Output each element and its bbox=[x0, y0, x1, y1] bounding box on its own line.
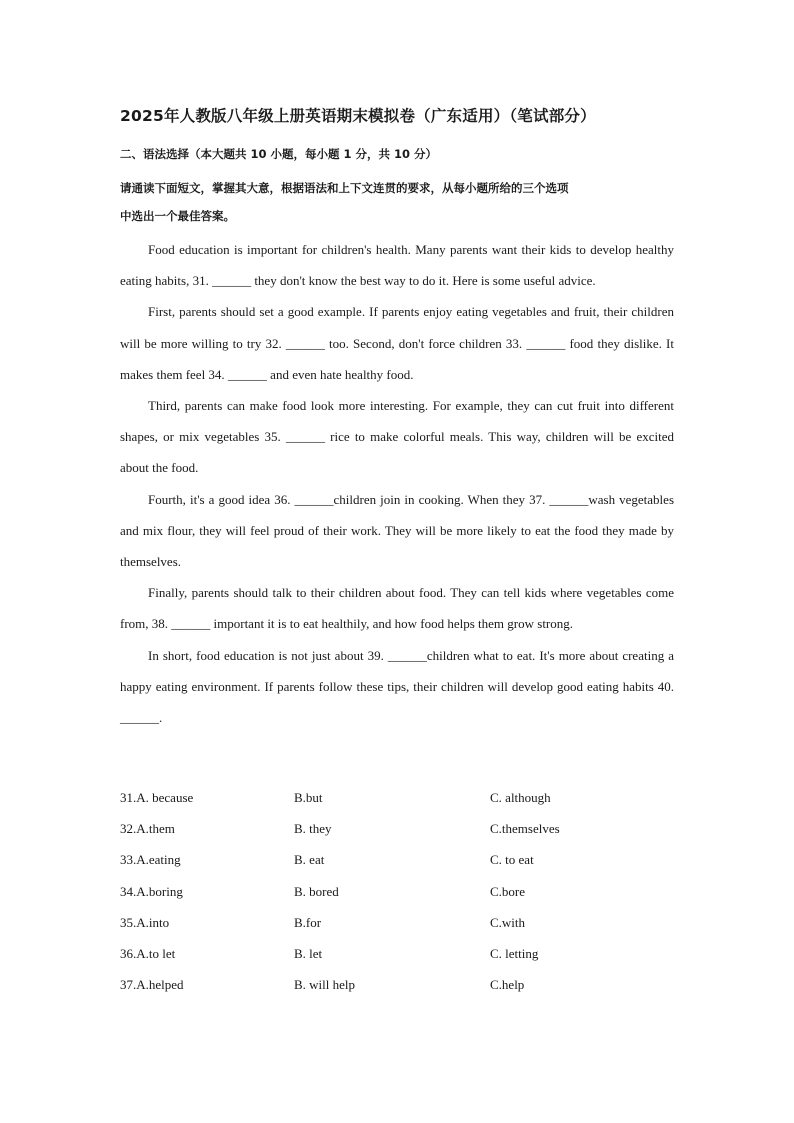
option-b: B. eat bbox=[294, 852, 325, 868]
option-row bbox=[120, 942, 680, 973]
option-row bbox=[120, 848, 680, 879]
option-a: 34.A.boring bbox=[120, 883, 183, 899]
section-heading: 二、语法选择（本大题共 10 小题，每小题 1 分，共 10 分） bbox=[120, 147, 438, 161]
answer-options bbox=[120, 786, 680, 1004]
option-row bbox=[120, 880, 680, 911]
passage-paragraph: In short, food education is not just about 39. ______children what to eat. It's more about creating a happy eating environment. If parents follow these tips, their children will develop good eating habits 40. ______. bbox=[120, 647, 674, 726]
option-c: C.themselves bbox=[490, 821, 560, 837]
option-c: C.bore bbox=[490, 883, 526, 899]
option-a: 37.A.helped bbox=[120, 977, 184, 993]
option-c: C. letting bbox=[490, 945, 539, 961]
option-c: C.help bbox=[490, 977, 525, 993]
option-c: C.with bbox=[490, 914, 526, 930]
option-a: 33.A.eating bbox=[120, 852, 181, 868]
option-a: 36.A.to let bbox=[120, 945, 176, 961]
option-a: 32.A.them bbox=[120, 821, 175, 837]
option-row bbox=[120, 786, 680, 817]
option-b: B.but bbox=[294, 790, 323, 805]
option-c: C. although bbox=[490, 790, 551, 805]
option-b: B. bored bbox=[294, 883, 339, 899]
passage-paragraph: Third, parents can make food look more interesting. For example, they can cut fruit into different shapes, or mix vegetables 35. ______ rice to make colorful meals. This way, children will be excited about the food. bbox=[120, 398, 674, 476]
option-c: C. to eat bbox=[490, 852, 534, 868]
option-row bbox=[120, 817, 680, 848]
option-b: B. will help bbox=[294, 977, 356, 993]
passage-paragraph: Fourth, it's a good idea 36. ______children join in cooking. When they 37. ______wash vegetables and mix flour, they will feel proud of their work. They will be more likely to eat the food they made by themselves. bbox=[120, 491, 674, 570]
passage-paragraph: Finally, parents should talk to their children about food. They can tell kids where vegetables come from, 38. ______ important it is to eat healthily, and how food helps them grow strong. bbox=[120, 585, 674, 632]
instruction-line: 中选出一个最佳答案。 bbox=[120, 209, 235, 223]
option-row bbox=[120, 911, 680, 942]
reading-passage bbox=[120, 234, 674, 733]
instruction-line: 请通读下面短文，掌握其大意，根据语法和上下文连贯的要求，从每小题所给的三个选项 bbox=[120, 181, 569, 195]
option-a: 35.A.into bbox=[120, 914, 170, 930]
instruction-text bbox=[120, 174, 676, 230]
passage-paragraph: Food education is important for children's health. Many parents want their kids to develop healthy eating habits, 31. ______ they don't know the best way to do it. Here is some useful advice. bbox=[120, 242, 674, 289]
option-b: B.for bbox=[294, 914, 322, 930]
page-title: 2025年人教版八年级上册英语期末模拟卷（广东适用）（笔试部分） bbox=[120, 107, 596, 125]
option-row bbox=[120, 973, 680, 1004]
option-b: B. they bbox=[294, 821, 332, 837]
option-a: 31.A. because bbox=[120, 790, 194, 805]
option-b: B. let bbox=[294, 945, 323, 961]
passage-paragraph: First, parents should set a good example. If parents enjoy eating vegetables and fruit, their children will be more willing to try 32. ______ too. Second, don't force children 33. ______ food they dislike. It makes them feel 34. ______ and even hate healthy food. bbox=[120, 304, 674, 382]
